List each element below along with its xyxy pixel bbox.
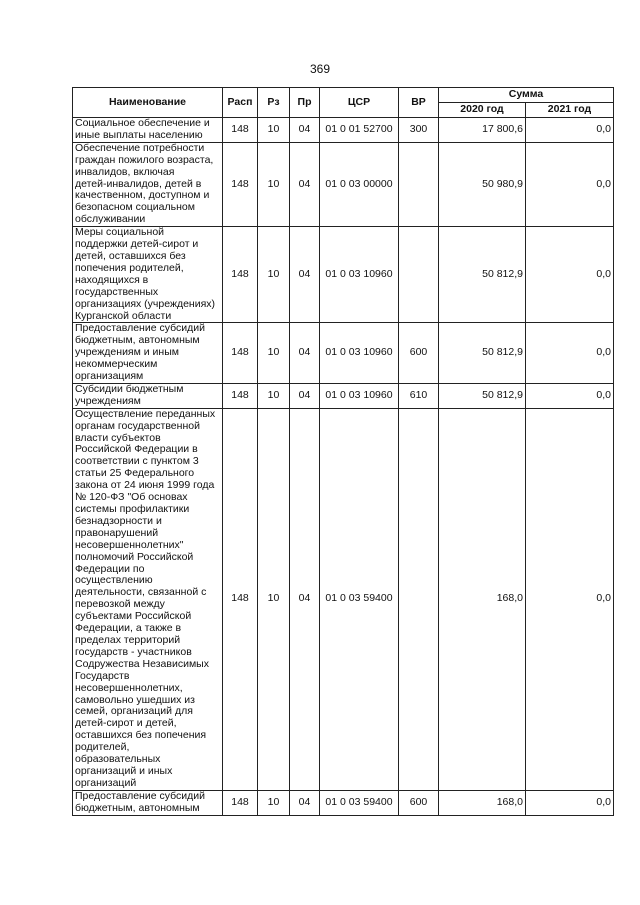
cell-2021: 0,0: [526, 227, 614, 323]
cell-pr: 04: [290, 227, 320, 323]
table-row: [73, 142, 614, 226]
cell-rz: 10: [258, 383, 290, 408]
cell-rz: 10: [258, 227, 290, 323]
table-row: [73, 408, 614, 790]
cell-2021: 0,0: [526, 323, 614, 384]
cell-rasp: 148: [223, 118, 258, 143]
cell-csr: 01 0 03 59400: [320, 408, 399, 790]
cell-rasp: 148: [223, 383, 258, 408]
cell-name: Субсидии бюджетным учреждениям: [73, 383, 223, 408]
cell-2021: 0,0: [526, 118, 614, 143]
cell-pr: 04: [290, 790, 320, 815]
cell-2020: 168,0: [439, 790, 526, 815]
cell-2021: 0,0: [526, 408, 614, 790]
cell-vr: [399, 142, 439, 226]
cell-csr: 01 0 03 00000: [320, 142, 399, 226]
cell-rasp: 148: [223, 790, 258, 815]
table-row: [73, 323, 614, 384]
cell-csr: 01 0 03 10960: [320, 323, 399, 384]
cell-rz: 10: [258, 118, 290, 143]
cell-pr: 04: [290, 142, 320, 226]
cell-rasp: 148: [223, 408, 258, 790]
cell-csr: 01 0 01 52700: [320, 118, 399, 143]
table-header: [73, 88, 614, 118]
cell-name: Осуществление переданных органам государственной власти субъектов Российской Федерации в соответствии с пунктом 3 статьи 25 Федерального закона от 24 июня 1999 года № 120-ФЗ "Об основах системы профилактики безнадзорности и правонарушений несовершеннолетних" полномочий Российской Федерации по осуществлению деятельности, связанной с перевозкой между субъектами Российской Федерации, а также в пределах территорий государств - участников Содружества Независимых Государств несовершеннолетних, самовольно ушедших из семей, организаций для детей-сирот и детей, оставшихся без попечения родителей, образовательных организаций и иных организаций: [73, 408, 223, 790]
cell-name: Предоставление субсидий бюджетным, автономным: [73, 790, 223, 815]
cell-rz: 10: [258, 408, 290, 790]
cell-pr: 04: [290, 383, 320, 408]
header-rz: Рз: [258, 88, 290, 118]
cell-rz: 10: [258, 323, 290, 384]
cell-rasp: 148: [223, 142, 258, 226]
cell-2020: 168,0: [439, 408, 526, 790]
cell-2020: 50 812,9: [439, 227, 526, 323]
cell-csr: 01 0 03 10960: [320, 383, 399, 408]
cell-csr: 01 0 03 10960: [320, 227, 399, 323]
header-vr: ВР: [399, 88, 439, 118]
header-2020: 2020 год: [439, 103, 526, 118]
table-row: [73, 790, 614, 815]
cell-2020: 17 800,6: [439, 118, 526, 143]
cell-2020: 50 812,9: [439, 323, 526, 384]
cell-name: Обеспечение потребности граждан пожилого возраста, инвалидов, включая детей-инвалидов, детей в качественном, доступном и безопасном социальном обслуживании: [73, 142, 223, 226]
cell-pr: 04: [290, 408, 320, 790]
header-rasp: Расп: [223, 88, 258, 118]
cell-rasp: 148: [223, 227, 258, 323]
header-2021: 2021 год: [526, 103, 614, 118]
cell-pr: 04: [290, 118, 320, 143]
cell-vr: 610: [399, 383, 439, 408]
cell-csr: 01 0 03 59400: [320, 790, 399, 815]
header-name: Наименование: [73, 88, 223, 118]
table-row: [73, 118, 614, 143]
table-row: [73, 227, 614, 323]
budget-table: [72, 87, 614, 816]
cell-pr: 04: [290, 323, 320, 384]
cell-vr: 600: [399, 790, 439, 815]
cell-2021: 0,0: [526, 383, 614, 408]
cell-name: Предоставление субсидий бюджетным, автономным учреждениям и иным некоммерческим организациям: [73, 323, 223, 384]
cell-rz: 10: [258, 790, 290, 815]
cell-2020: 50 980,9: [439, 142, 526, 226]
cell-name: Меры социальной поддержки детей-сирот и детей, оставшихся без попечения родителей, находящихся в государственных организациях (учреждениях) Курганской области: [73, 227, 223, 323]
header-csr: ЦСР: [320, 88, 399, 118]
header-pr: Пр: [290, 88, 320, 118]
table-row: [73, 383, 614, 408]
page-number: 369: [309, 62, 331, 76]
cell-vr: [399, 408, 439, 790]
cell-vr: [399, 227, 439, 323]
cell-rasp: 148: [223, 323, 258, 384]
cell-2021: 0,0: [526, 142, 614, 226]
cell-name: Социальное обеспечение и иные выплаты населению: [73, 118, 223, 143]
cell-2021: 0,0: [526, 790, 614, 815]
cell-rz: 10: [258, 142, 290, 226]
cell-2020: 50 812,9: [439, 383, 526, 408]
cell-vr: 300: [399, 118, 439, 143]
header-summa: Сумма: [439, 88, 614, 103]
cell-vr: 600: [399, 323, 439, 384]
